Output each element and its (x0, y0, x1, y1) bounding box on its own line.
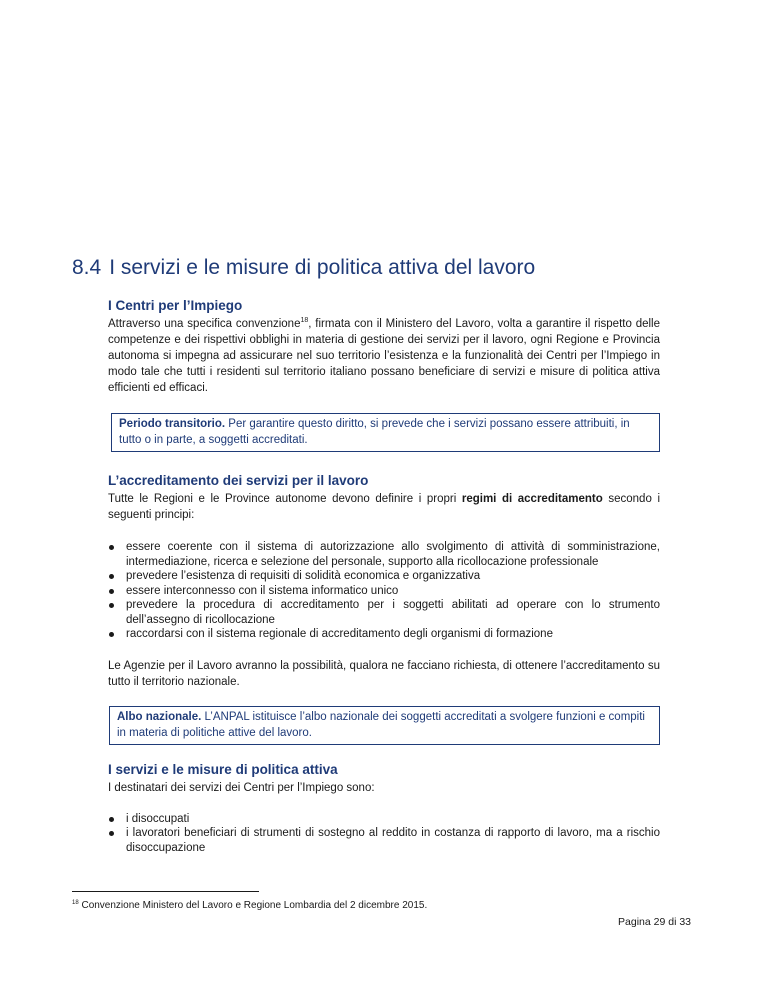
list-item (108, 584, 660, 599)
footnote (72, 899, 427, 912)
list-item-text: essere coerente con il sistema di autorizzazione allo svolgimento di attività di somministrazione, intermediazione, ricerca e selezione del personale, supporto alla ricollocazione professionale (126, 541, 660, 568)
list-item-text: prevedere l’esistenza di requisiti di solidità economica e organizzativa (126, 570, 481, 582)
bullet-icon (109, 817, 114, 822)
heading-centri-impiego: I Centri per l’Impiego (108, 298, 243, 313)
note-albo-text: L’ANPAL istituisce l’albo nazionale dei soggetti accreditati a svolgere funzioni e compiti in materia di politiche attive del lavoro. (117, 710, 645, 739)
bullet-icon (109, 831, 114, 836)
list-item-text: i disoccupati (126, 812, 190, 825)
list-item (108, 812, 660, 827)
list-item-text: essere interconnesso con il sistema informatico unico (126, 584, 399, 597)
section-title (72, 256, 535, 280)
note-periodo-transitorio (111, 413, 660, 452)
footnote-text: Convenzione Ministero del Lavoro e Regione Lombardia del 2 dicembre 2015. (78, 900, 428, 911)
footnote-ref-18[interactable]: 18 (300, 317, 309, 324)
paragraph-agenzie: Le Agenzie per il Lavoro avranno la possibilità, qualora ne facciano richiesta, di ottenere l’accreditamento su tutto il territorio nazionale. (108, 659, 660, 688)
bullet-icon (109, 632, 114, 637)
note-albo-nazionale (109, 706, 660, 745)
section-content (108, 297, 660, 855)
centri-text-end: , firmata con il Ministero del Lavoro, volta a garantire il rispetto delle competenze e dei rispettivi obblighi in materia di gestione dei servizi per il lavoro, ogni Regione e Provincia autonoma si impegna ad assicurare nel suo territorio l’esistenza e la funzionalità dei Centri per l’Impiego in modo tale che tutti i residenti sul territorio italiano possano beneficiare di servizi e misure di politica attiva efficienti ed efficaci. (108, 318, 660, 394)
accreditamento-intro-start: Tutte le Regioni e le Province autonome devono definire i propri (108, 493, 462, 505)
bullet-icon (109, 574, 114, 579)
heading-misure-politica-attiva: I servizi e le misure di politica attiva (108, 761, 338, 777)
list-item (108, 627, 660, 642)
list-item (108, 540, 660, 569)
accreditamento-intro-end: secondo i seguenti principi: (108, 493, 660, 521)
list-item (108, 826, 660, 855)
note-transitorio-label: Periodo transitorio. (119, 418, 226, 430)
list-item-text: raccordarsi con il sistema regionale di accreditamento degli organismi di formazione (126, 628, 553, 640)
paragraph-centri-impiego (108, 316, 660, 396)
note-transitorio-text: Per garantire questo diritto, si prevede che i servizi possano essere attribuiti, in tutto o in parte, a soggetti accreditati. (119, 418, 630, 446)
footnote-separator (72, 891, 259, 892)
list-item-text: prevedere la procedura di accreditamento per i soggetti abilitati ad operare con lo strumento dell’assegno di ricollocazione (126, 599, 660, 626)
paragraph-destinatari: I destinatari dei servizi dei Centri per l’Impiego sono: (108, 781, 375, 794)
heading-accreditamento: L’accreditamento dei servizi per il lavoro (108, 473, 369, 488)
section-number: 8.4 (72, 256, 102, 279)
destinatari-list (108, 812, 660, 856)
bullet-icon (109, 589, 114, 594)
note-albo-label: Albo nazionale. (117, 710, 202, 723)
bullet-icon (109, 603, 114, 608)
centri-text-start: Attraverso una specifica convenzione (108, 318, 301, 330)
list-item (108, 598, 660, 627)
bullet-icon (109, 545, 114, 550)
accreditamento-principles-list (108, 540, 660, 642)
accreditamento-intro-bold: regimi di accreditamento (461, 493, 603, 505)
page-number: Pagina 29 di 33 (618, 916, 691, 928)
footnote-number: 18 (72, 900, 79, 906)
paragraph-accreditamento-intro (108, 491, 660, 523)
list-item (108, 569, 660, 584)
list-item-text: i lavoratori beneficiari di strumenti di sostegno al reddito in costanza di rapporto di lavoro, ma a rischio disoccupazione (126, 827, 660, 854)
section-title-text: I servizi e le misure di politica attiva del lavoro (109, 256, 536, 279)
